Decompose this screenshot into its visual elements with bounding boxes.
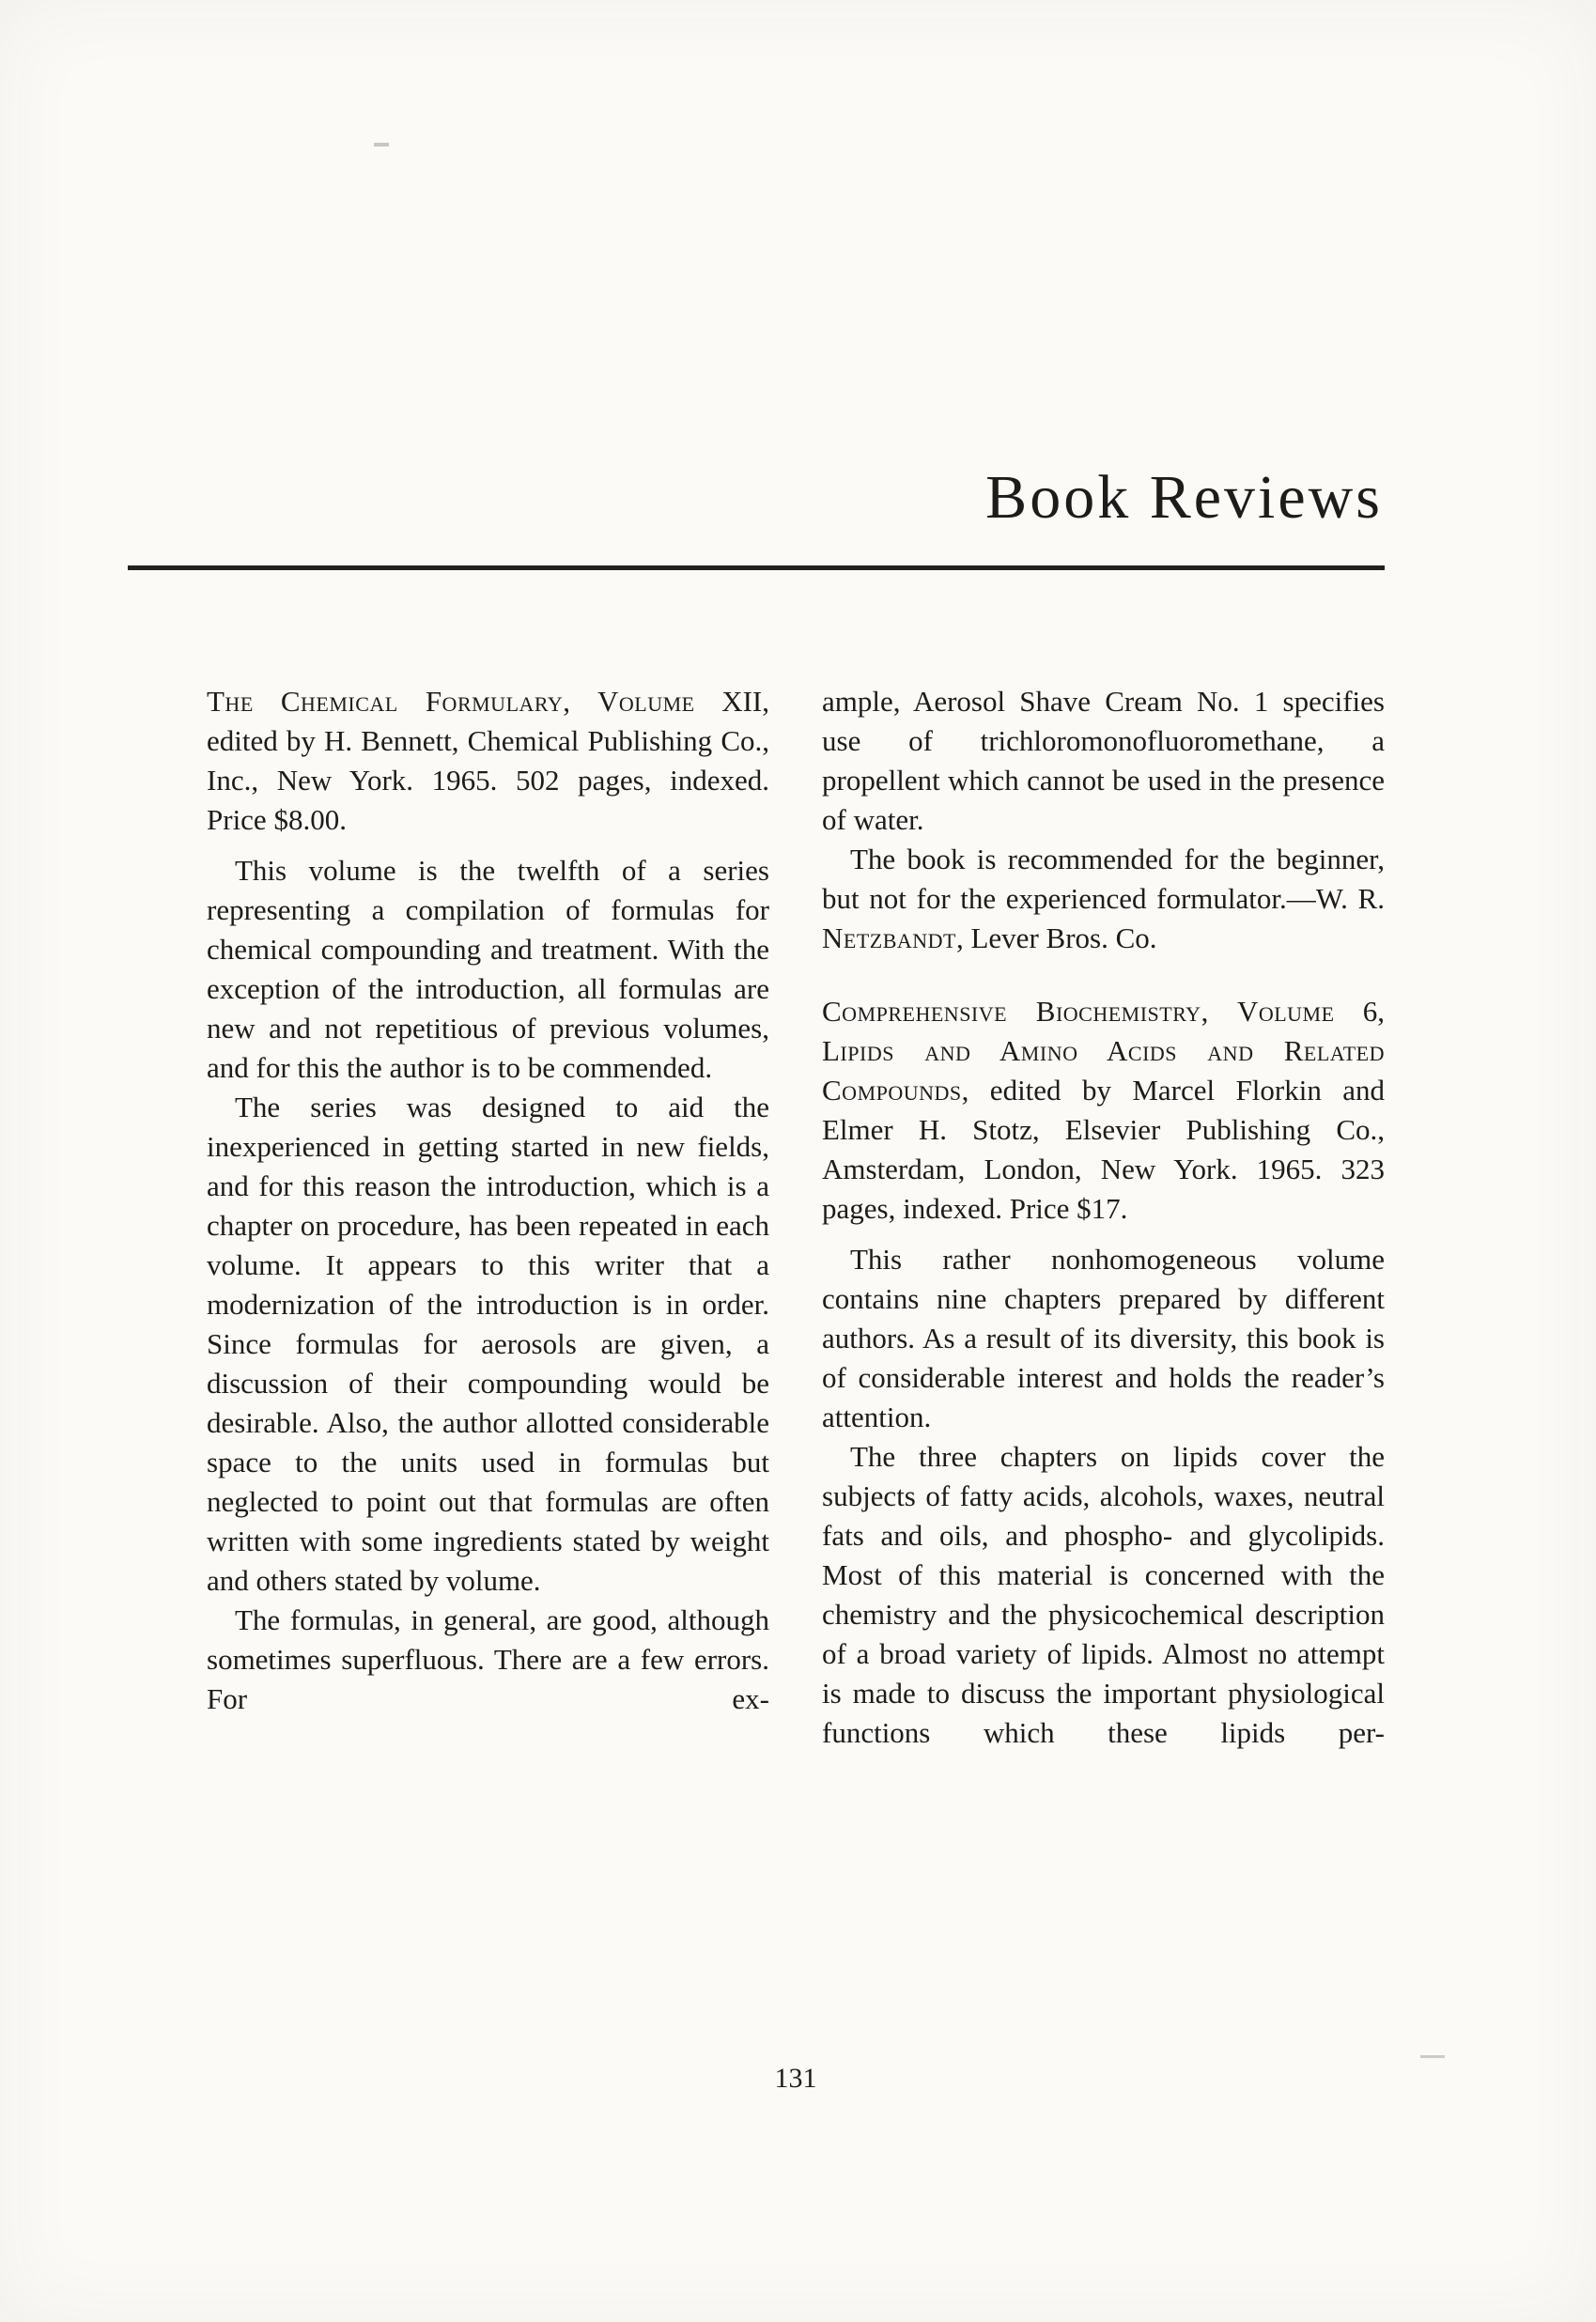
title-rule (128, 565, 1385, 570)
text-run: , Lever Bros. Co. (955, 921, 1157, 954)
review-paragraph (822, 1437, 1385, 1753)
text-run: ample, Aerosol Shave Cream No. 1 specifies use of trichloromonofluoromethane, a propellent which cannot be used in the presence of water. (822, 685, 1385, 836)
page-number: 131 (774, 2063, 817, 2094)
text-run: XII, edited by H. Bennett, Chemical Publishing Co., Inc., New York. 1965. 502 pages, indexed. Price $8.00. (207, 685, 769, 836)
text-run: 6, (1334, 995, 1386, 1028)
review-paragraph (822, 1240, 1385, 1437)
small-caps-text: Lipids and Amino Acids and Related Compounds (822, 1034, 1385, 1107)
column-left (207, 682, 769, 1753)
text-columns (207, 682, 1385, 1753)
text-run: The formulas, in general, are good, although sometimes superfluous. There are a few errors. For ex- (207, 1603, 769, 1715)
page-title: Book Reviews (985, 463, 1383, 532)
small-caps-text: The Chemical Formulary, Volume (207, 685, 695, 718)
small-caps-text: Netzbandt (822, 921, 956, 954)
column-right (822, 682, 1385, 1753)
review-paragraph (207, 851, 769, 1088)
review-paragraph (207, 1601, 769, 1719)
small-caps-text: Comprehensive Biochemistry, Volume (822, 995, 1335, 1028)
text-run: The three chapters on lipids cover the subjects of fatty acids, alcohols, waxes, neutral fats and oils, and phospho- and glycolipids. Most of this material is concerned with the chemistry and the physicochemical description of a broad variety of lipids. Almost no attempt is made to discuss the important physiological functions which these lipids per- (822, 1440, 1385, 1749)
text-run: The series was designed to aid the inexperienced in getting started in new fields, and for this reason the introduction, which is a chapter on procedure, has been repeated in each volume. It appears to this writer that a modernization of the introduction is in order. Since formulas for aerosols are given, a discussion of their compounding would be desirable. Also, the author allotted considerable space to the units used in formulas but neglected to point out that formulas are often written with some ingredients stated by weight and others stated by volume. (207, 1091, 769, 1597)
text-run: The book is recommended for the beginner, but not for the experienced formulator.—W. R. (822, 843, 1385, 915)
text-run: This volume is the twelfth of a series representing a compilation of formulas for chemical compounding and treatment. With the exception of the introduction, all formulas are new and not repetitious of previous volumes, and for this the author is to be commended. (207, 854, 769, 1084)
citation-chemical-formulary (207, 682, 769, 840)
citation-comprehensive-biochemistry (822, 992, 1385, 1229)
scan-artifact (1420, 2055, 1445, 2058)
reviewer-signoff (822, 840, 1385, 958)
paragraph-continuation (822, 682, 1385, 840)
review-paragraph (207, 1088, 769, 1601)
text-run: , edited by Marcel Florkin and Elmer H. Stotz, Elsevier Publishing Co., Amsterdam, London, New York. 1965. 323 pages, indexed. Price $17. (822, 1074, 1385, 1225)
text-run: This rather nonhomogeneous volume contains nine chapters prepared by different authors. As a result of its diversity, this book is of considerable interest and holds the reader’s attention. (822, 1243, 1385, 1433)
scan-artifact (374, 143, 389, 147)
